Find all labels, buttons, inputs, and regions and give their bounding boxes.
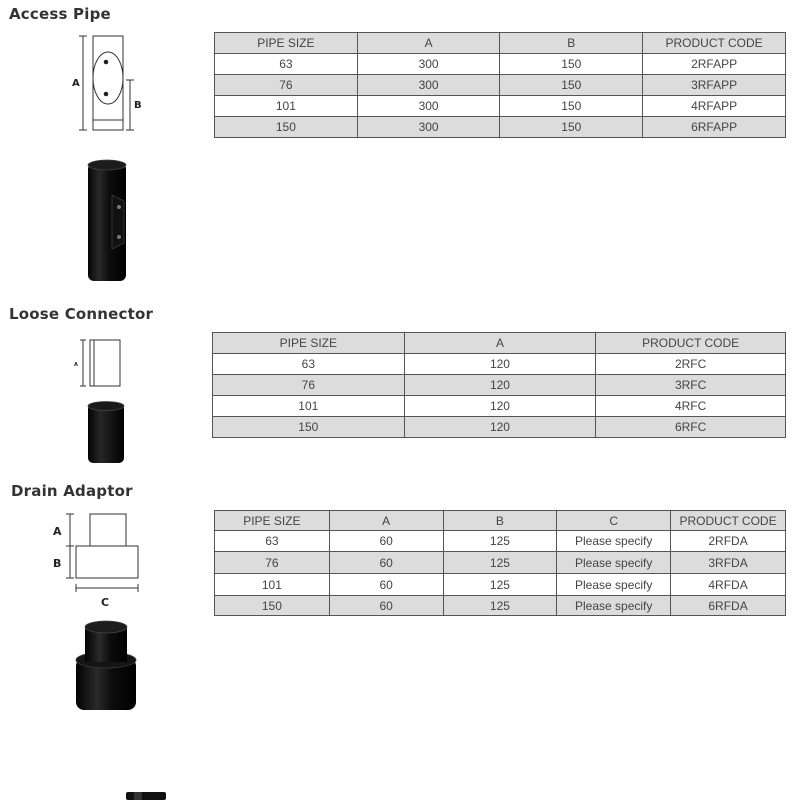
table-cell: 60	[329, 574, 443, 596]
table-row	[215, 596, 786, 616]
table-cell: Please specify	[557, 574, 671, 596]
table-row	[215, 54, 786, 75]
table-cell: 101	[215, 96, 358, 117]
table-row	[215, 75, 786, 96]
drain-adaptor-table	[214, 510, 786, 616]
table-cell: 4RFDA	[671, 574, 786, 596]
table-cell: 6RFAPP	[643, 117, 786, 138]
column-header: C	[557, 511, 671, 531]
table-cell: 63	[215, 54, 358, 75]
table-cell: 150	[215, 596, 330, 616]
table-cell: 150	[500, 96, 643, 117]
column-header: A	[329, 511, 443, 531]
table-cell: 120	[404, 354, 596, 375]
table-cell: 120	[404, 417, 596, 438]
access-pipe-diagram	[66, 32, 146, 137]
section-title-loose-connector: Loose Connector	[9, 305, 154, 323]
column-header: PRODUCT CODE	[596, 333, 786, 354]
loose-connector-table	[212, 332, 786, 438]
table-row	[213, 417, 786, 438]
table-cell: 3RFC	[596, 375, 786, 396]
loose-connector-diagram	[74, 336, 130, 392]
table-cell: 3RFDA	[671, 552, 786, 574]
table-cell: 6RFDA	[671, 596, 786, 616]
table-cell: 101	[213, 396, 405, 417]
next-product-photo-partial	[120, 792, 170, 800]
table-cell: 63	[213, 354, 405, 375]
dim-label-c: C	[101, 596, 110, 609]
table-cell: 125	[443, 552, 557, 574]
table-cell: 300	[357, 117, 500, 138]
table-cell: 2RFDA	[671, 531, 786, 552]
table-cell: 76	[215, 75, 358, 96]
drain-adaptor-diagram	[50, 510, 145, 610]
dim-label-b: B	[53, 557, 62, 570]
table-cell: 120	[404, 396, 596, 417]
table-cell: 150	[215, 117, 358, 138]
table-row	[215, 117, 786, 138]
table-cell: 300	[357, 54, 500, 75]
table-cell: 150	[500, 75, 643, 96]
table-cell: 300	[357, 75, 500, 96]
table-cell: 60	[329, 531, 443, 552]
table-cell: Please specify	[557, 531, 671, 552]
table-cell: 2RFAPP	[643, 54, 786, 75]
table-cell: 101	[215, 574, 330, 596]
table-cell: 120	[404, 375, 596, 396]
dim-label-a: A	[74, 362, 78, 368]
table-row	[215, 96, 786, 117]
column-header: PRODUCT CODE	[643, 33, 786, 54]
table-cell: 150	[500, 54, 643, 75]
column-header: PIPE SIZE	[215, 33, 358, 54]
access-pipe-table	[214, 32, 786, 138]
table-cell: 76	[213, 375, 405, 396]
table-row	[215, 531, 786, 552]
table-cell: 4RFAPP	[643, 96, 786, 117]
table-cell: 60	[329, 552, 443, 574]
table-cell: 125	[443, 531, 557, 552]
loose-connector-photo	[84, 399, 128, 467]
dim-label-a: A	[72, 78, 80, 89]
table-row	[213, 354, 786, 375]
column-header: PIPE SIZE	[215, 511, 330, 531]
table-cell: 150	[500, 117, 643, 138]
dim-label-b: B	[134, 100, 142, 111]
table-cell: 60	[329, 596, 443, 616]
table-cell: 300	[357, 96, 500, 117]
table-cell: 6RFC	[596, 417, 786, 438]
table-cell: Please specify	[557, 552, 671, 574]
table-cell: 63	[215, 531, 330, 552]
table-row	[215, 552, 786, 574]
table-cell: 125	[443, 574, 557, 596]
table-row	[215, 574, 786, 596]
table-cell: 2RFC	[596, 354, 786, 375]
column-header: A	[357, 33, 500, 54]
table-cell: 150	[213, 417, 405, 438]
column-header: PIPE SIZE	[213, 333, 405, 354]
table-row	[213, 375, 786, 396]
access-pipe-photo	[82, 157, 134, 285]
column-header: B	[500, 33, 643, 54]
section-title-drain-adaptor: Drain Adaptor	[11, 482, 133, 500]
column-header: PRODUCT CODE	[671, 511, 786, 531]
table-cell: 76	[215, 552, 330, 574]
table-cell: 4RFC	[596, 396, 786, 417]
column-header: A	[404, 333, 596, 354]
table-cell: 125	[443, 596, 557, 616]
table-cell: 3RFAPP	[643, 75, 786, 96]
table-row	[213, 396, 786, 417]
column-header: B	[443, 511, 557, 531]
drain-adaptor-photo	[72, 618, 142, 718]
dim-label-a: A	[53, 525, 62, 538]
table-cell: Please specify	[557, 596, 671, 616]
section-title-access-pipe: Access Pipe	[9, 5, 111, 23]
